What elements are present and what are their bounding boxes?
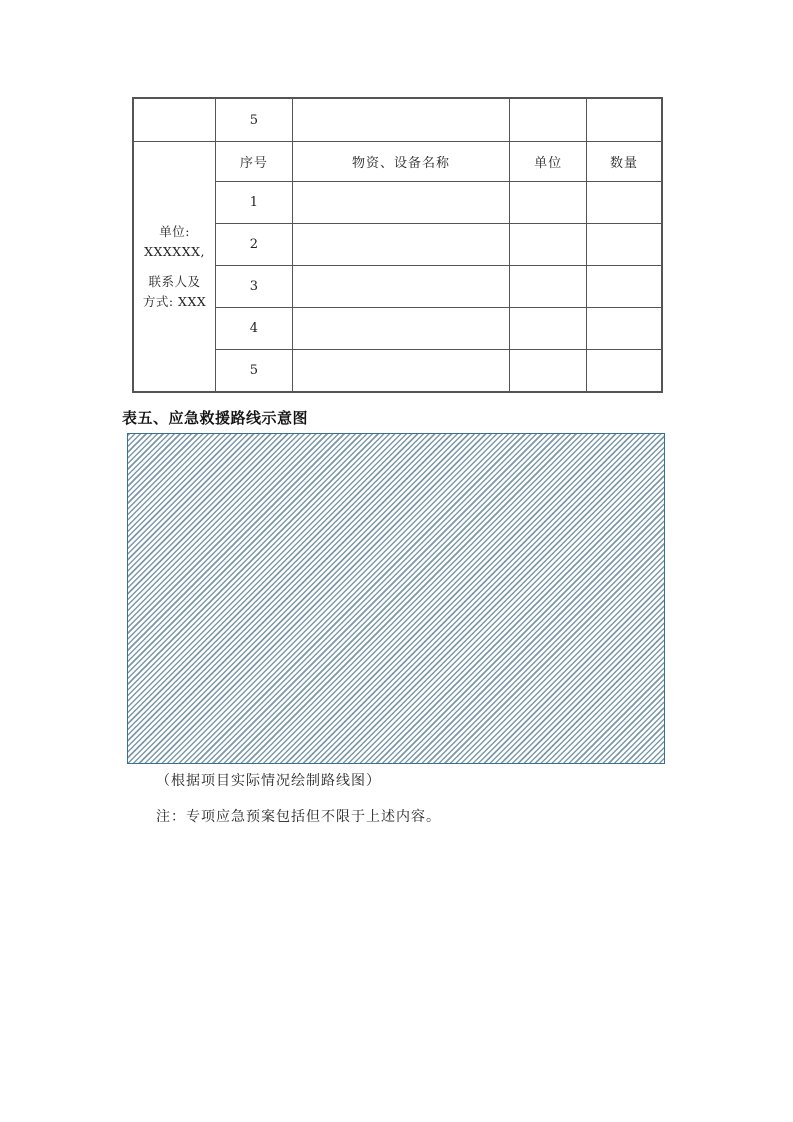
header-quantity: 数量 xyxy=(586,142,662,182)
index-cell: 4 xyxy=(216,308,293,350)
contact-value: 方式: XXX xyxy=(142,293,207,309)
route-map-placeholder xyxy=(127,433,665,764)
quantity-cell xyxy=(586,182,662,224)
quantity-cell xyxy=(586,350,662,393)
unit-cell xyxy=(510,224,587,266)
index-cell: 2 xyxy=(216,224,293,266)
unit-cell xyxy=(510,266,587,308)
unit-label: 单位: xyxy=(159,223,190,239)
name-cell xyxy=(292,308,510,350)
unit-value: XXXXXX, xyxy=(144,243,205,259)
name-cell xyxy=(292,182,510,224)
name-cell xyxy=(292,98,510,142)
name-cell xyxy=(292,350,510,393)
supplies-table xyxy=(132,97,663,393)
section-title: 表五、应急救援路线示意图 xyxy=(122,409,309,427)
group-cell-empty xyxy=(133,98,216,142)
quantity-cell xyxy=(586,224,662,266)
header-index: 序号 xyxy=(216,142,293,182)
unit-cell xyxy=(510,308,587,350)
index-cell: 5 xyxy=(216,350,293,393)
index-cell: 5 xyxy=(216,98,293,142)
index-cell: 1 xyxy=(216,182,293,224)
unit-cell xyxy=(510,182,587,224)
quantity-cell xyxy=(586,98,662,142)
index-cell: 3 xyxy=(216,266,293,308)
table-row-previous-group xyxy=(133,98,662,142)
header-name: 物资、设备名称 xyxy=(292,142,510,182)
supplies-table-wrapper xyxy=(132,97,663,393)
route-map-caption: （根据项目实际情况绘制路线图） xyxy=(156,773,381,789)
group-unit-cell xyxy=(133,142,216,393)
name-cell xyxy=(292,266,510,308)
unit-cell xyxy=(510,98,587,142)
unit-cell xyxy=(510,350,587,393)
contact-label: 联系人及 xyxy=(148,273,201,289)
header-unit: 单位 xyxy=(510,142,587,182)
quantity-cell xyxy=(586,266,662,308)
footnote: 注：专项应急预案包括但不限于上述内容。 xyxy=(156,809,441,825)
table-header-row xyxy=(133,142,662,182)
quantity-cell xyxy=(586,308,662,350)
name-cell xyxy=(292,224,510,266)
